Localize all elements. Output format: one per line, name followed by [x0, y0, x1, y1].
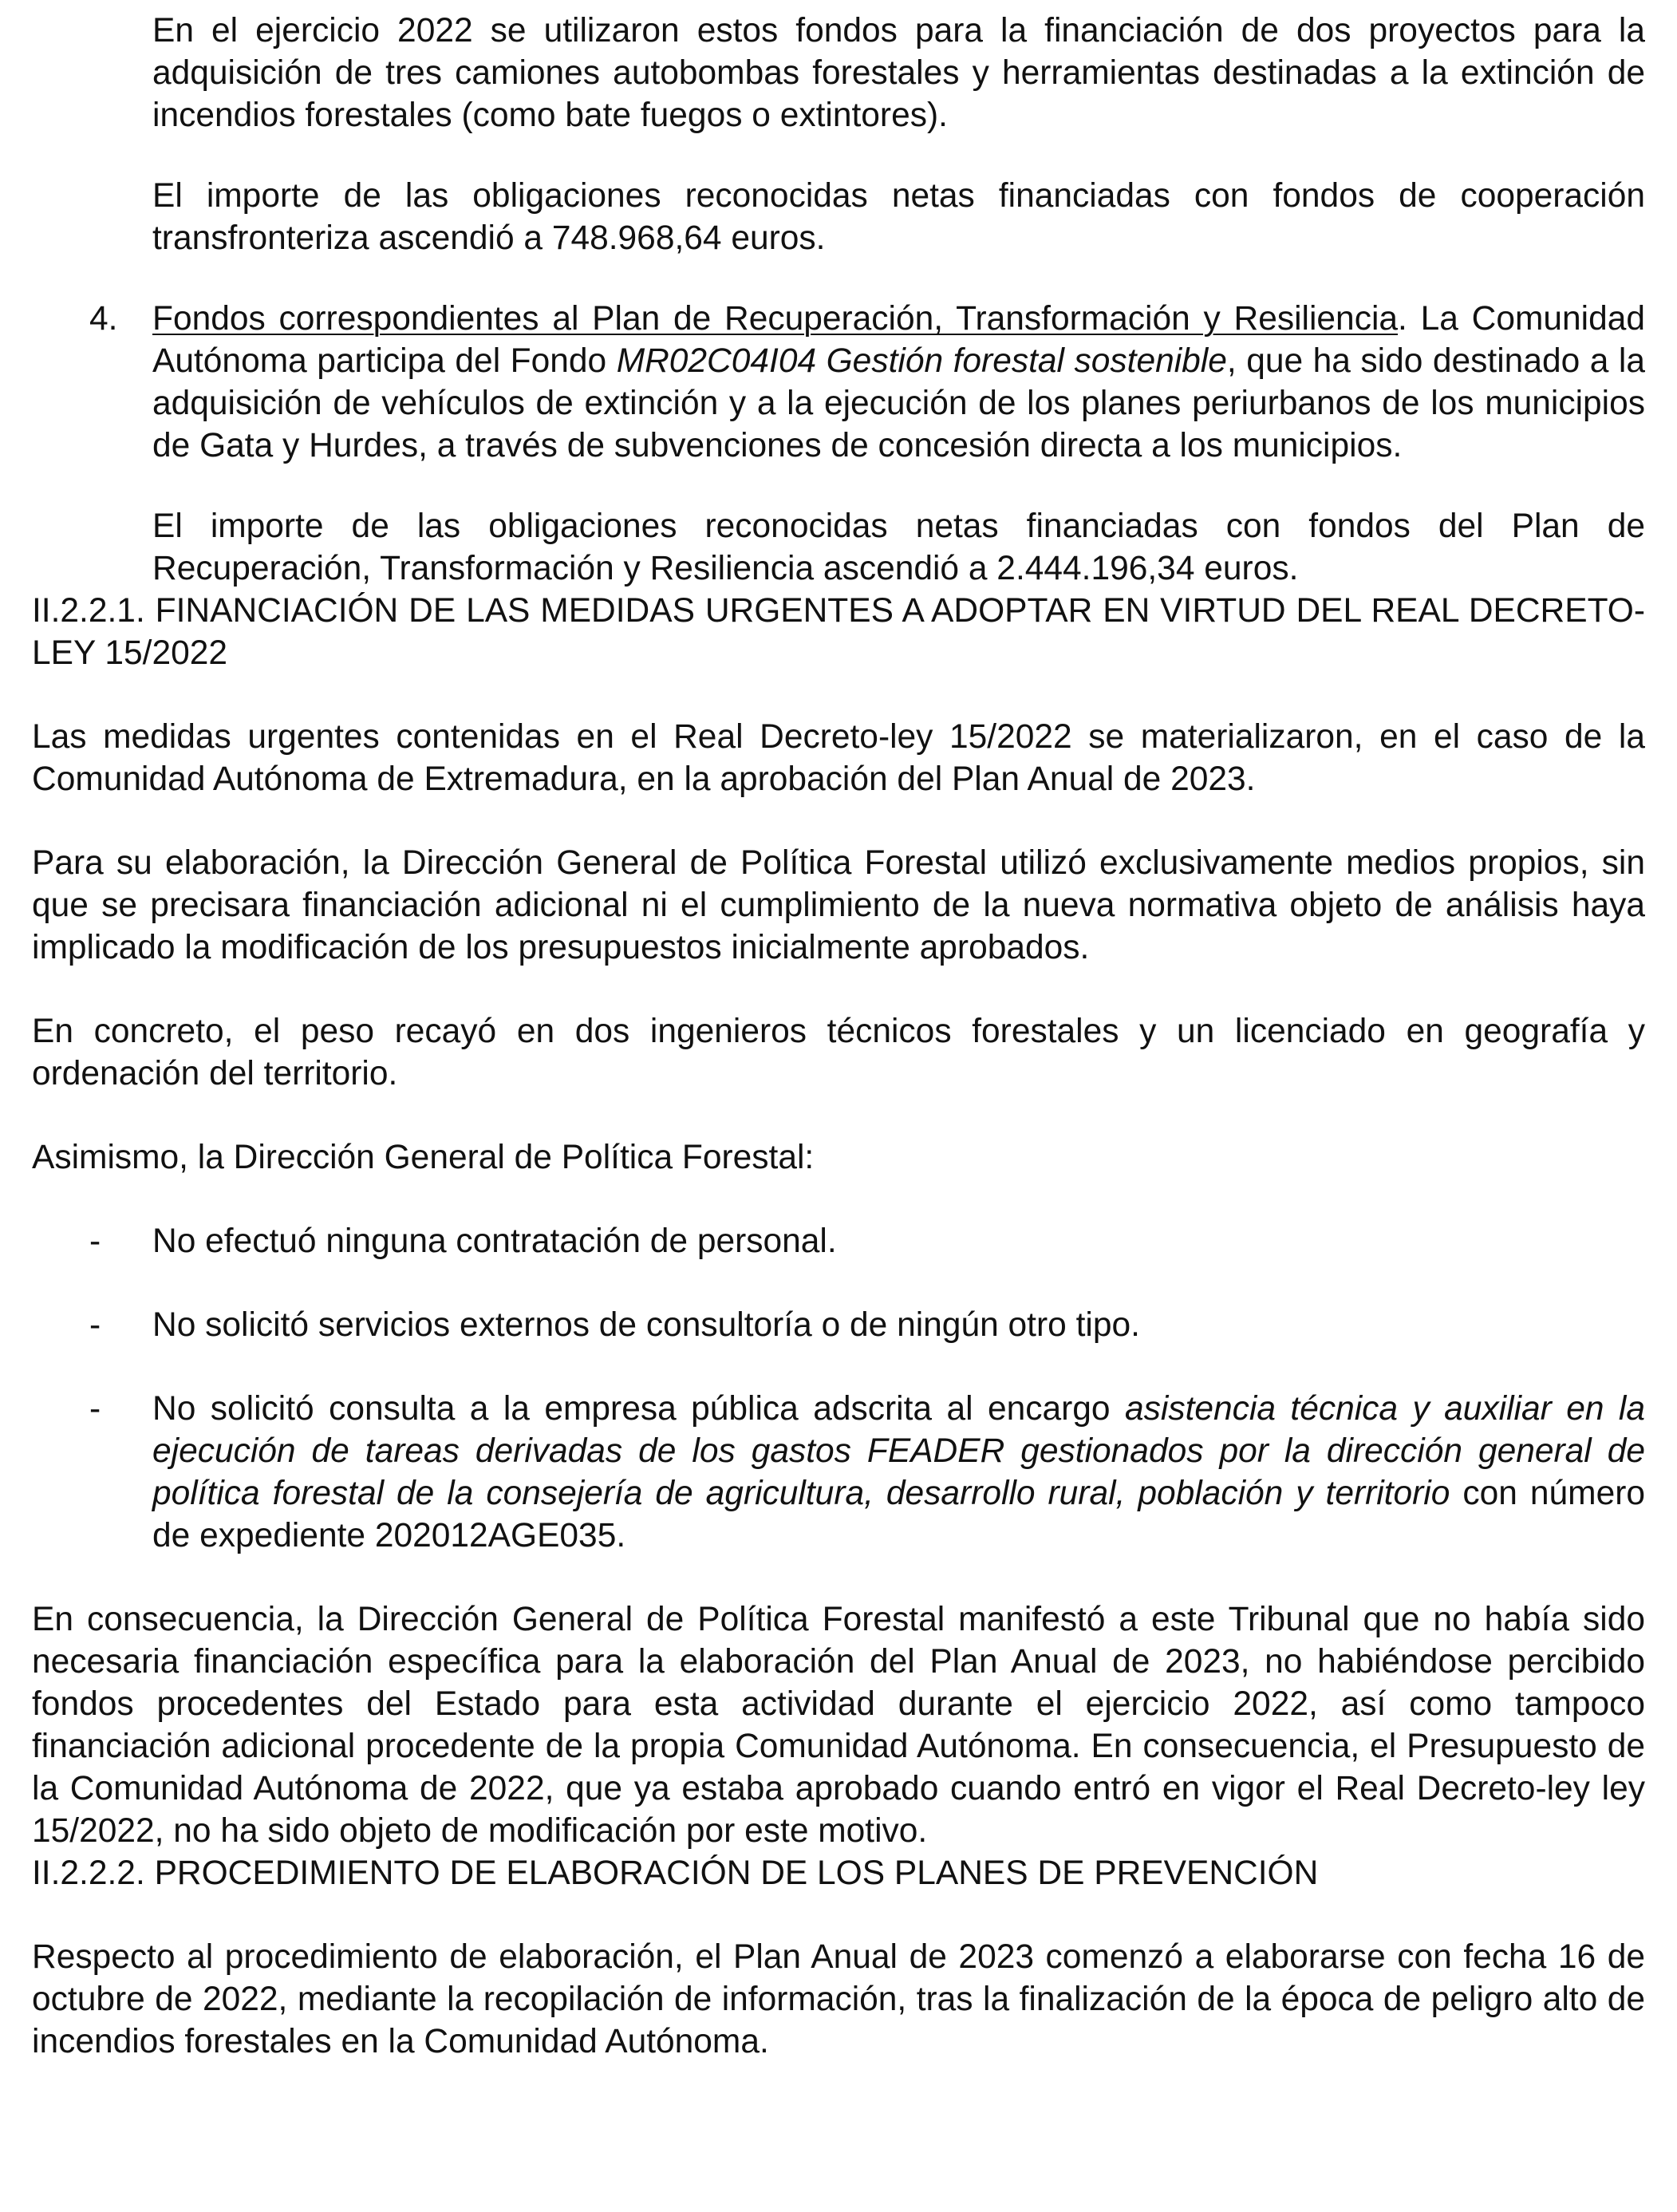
- item-4-text-a: . La Comunidad Autónoma participa del Fondo: [152, 300, 1645, 380]
- bullet-3-text-b: con número de expediente 202012AGE035.: [152, 1475, 1645, 1554]
- paragraph-funds-2022: En el ejercicio 2022 se utilizaron estos fondos para la financiación de dos proyectos para la adquisición de tres camiones autobombas forestales y herramientas destinadas a la extinción de incendios forestales (como bate fuegos o extintores).: [152, 12, 1645, 134]
- paragraph-staff: En concreto, el peso recayó en dos ingenieros técnicos forestales y un licenciado en geografía y ordenación del territorio.: [32, 1013, 1645, 1092]
- paragraph-likewise: Asimismo, la Dirección General de Política Forestal:: [32, 1139, 815, 1176]
- paragraph-procedure: Respecto al procedimiento de elaboración, el Plan Anual de 2023 comenzó a elaborarse con fecha 16 de octubre de 2022, mediante la recopilación de información, tras la finalización de la época de peligro alto de incendios forestales en la Comunidad Autónoma.: [32, 1938, 1645, 2060]
- item-4-text-b: , que ha sido destinado a la adquisición de vehículos de extinción y a la ejecución de los planes periurbanos de los municipios de Gata y Hurdes, a través de subvenciones de concesión directa a los municipios.: [152, 342, 1645, 464]
- bullet-3-text-a: No solicitó consulta a la empresa pública adscrita al encargo: [152, 1390, 1125, 1428]
- list-number: 4.: [89, 300, 118, 338]
- section-heading-2221: II.2.2.1. FINANCIACIÓN DE LAS MEDIDAS URGENTES A ADOPTAR EN VIRTUD DEL REAL DECRETO-LEY 15/2022: [32, 592, 1645, 672]
- list-item-4: [32, 298, 1645, 467]
- bullet-dash: -: [89, 1223, 101, 1260]
- paragraph-own-means: Para su elaboración, la Dirección General de Política Forestal utilizó exclusivamente medios propios, sin que se precisara financiación adicional ni el cumplimiento de la nueva normativa objeto de análisis haya implicado la modificación de los presupuestos inicialmente aprobados.: [32, 844, 1645, 966]
- bullet-item: [32, 1304, 1645, 1346]
- bullet-3-italic: asistencia técnica y auxiliar en la ejecución de tareas derivadas de los gastos FEADER gestionados por la dirección general de política forestal de la consejería de agricultura, desarrollo rural, población y territorio: [152, 1390, 1645, 1512]
- paragraph-prtr-amount: El importe de las obligaciones reconocidas netas financiadas con fondos del Plan de Recuperación, Transformación y Resiliencia ascendió a 2.444.196,34 euros.: [152, 508, 1645, 587]
- paragraph-urgent-measures: Las medidas urgentes contenidas en el Real Decreto-ley 15/2022 se materializaron, en el caso de la Comunidad Autónoma de Extremadura, en la aprobación del Plan Anual de 2023.: [32, 718, 1645, 798]
- item-4-title: Fondos correspondientes al Plan de Recuperación, Transformación y Resiliencia: [152, 300, 1399, 338]
- document-page: [32, 10, 1645, 2063]
- paragraph-crossborder-amount: El importe de las obligaciones reconocidas netas financiadas con fondos de cooperación transfronteriza ascendió a 748.968,64 euros.: [152, 177, 1645, 257]
- bullet-text: [152, 1388, 1645, 1557]
- bullet-dash: -: [89, 1306, 101, 1344]
- bullet-text: No efectuó ninguna contratación de personal.: [152, 1223, 837, 1260]
- fund-name: MR02C04I04 Gestión forestal sostenible: [616, 342, 1227, 380]
- bullet-dash: -: [89, 1390, 101, 1428]
- bullet-item: [32, 1220, 1645, 1262]
- bullet-text: No solicitó servicios externos de consultoría o de ningún otro tipo.: [152, 1306, 1140, 1344]
- paragraph-consequence: En consecuencia, la Dirección General de Política Forestal manifestó a este Tribunal que no había sido necesaria financiación específica para la elaboración del Plan Anual de 2023, no habiéndose percibido fondos procedentes del Estado para esta actividad durante el ejercicio 2022, así como tampoco financiación adicional procedente de la propia Comunidad Autónoma. En consecuencia, el Presupuesto de la Comunidad Autónoma de 2022, que ya estaba aprobado cuando entró en vigor el Real Decreto-ley ley 15/2022, no ha sido objeto de modificación por este motivo.: [32, 1601, 1645, 1850]
- section-heading-2222: II.2.2.2. PROCEDIMIENTO DE ELABORACIÓN DE LOS PLANES DE PREVENCIÓN: [32, 1855, 1319, 1892]
- bullet-item: [32, 1388, 1645, 1557]
- list-item-4-text: [152, 298, 1645, 467]
